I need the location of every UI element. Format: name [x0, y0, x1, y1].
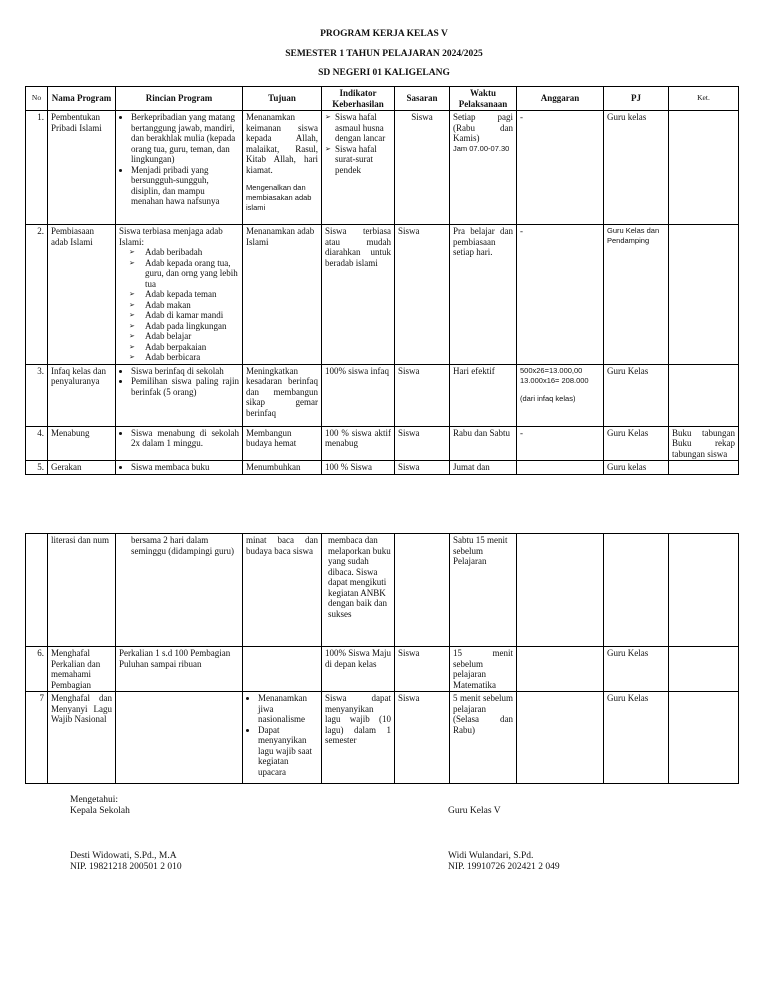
person-in-charge: Guru kelas: [604, 461, 669, 475]
indicator-item: ➢ Siswa hafal asmaul husna dengan lancar: [325, 112, 391, 144]
schedule: 5 menit sebelum pelajaran (Selasa dan Rabu): [450, 692, 517, 784]
program-table-page1: [25, 86, 739, 475]
schedule-time: Jam 07.00-07.30: [453, 143, 510, 153]
detail-intro: Siswa terbiasa menjaga adab Islami:: [119, 226, 223, 247]
detail-item: ➢ Adab di kamar mandi: [129, 310, 239, 321]
person-in-charge: Guru Kelas: [604, 692, 669, 784]
person-in-charge: Guru Kelas: [604, 647, 669, 692]
remarks: [669, 225, 739, 365]
detail-item: • Menjadi pribadi yang bersungguh-sungguh, disiplin, dan mampu menahan hawa nafsunya: [131, 165, 239, 207]
col-header-waktu: Waktu Pelaksanaan: [450, 87, 517, 111]
budget: [517, 534, 604, 647]
program-name: Infaq kelas dan penyaluranya: [48, 364, 116, 426]
budget: [517, 692, 604, 784]
program-details: Perkalian 1 s.d 100 Pembagian Puluhan sampai ribuan: [116, 647, 243, 692]
remarks: [669, 364, 739, 426]
remarks: [669, 461, 739, 475]
success-indicator: [322, 111, 395, 225]
table-row: [26, 426, 739, 461]
schedule: Hari efektif: [450, 364, 517, 426]
row-number: 2.: [26, 225, 48, 365]
table-row: [26, 111, 739, 225]
table-row: [26, 364, 739, 426]
program-name: literasi dan num: [48, 534, 116, 647]
detail-item: ➢ Adab kepada teman: [129, 289, 239, 300]
row-number: 7: [26, 692, 48, 784]
detail-item: ➢ Adab pada lingkungan: [129, 321, 239, 332]
program-goal: [243, 692, 322, 784]
col-header-ket: Ket.: [669, 87, 739, 111]
teacher-name: Widi Wulandari, S.Pd.: [448, 851, 534, 861]
detail-item: • Berkepribadian yang matang bertanggung jawab, mandiri, dan berakhlak mulia (kepada orang tua, guru, teman, dan lingkungan): [131, 112, 239, 165]
col-header-indikator: Indikator Keberhasilan: [322, 87, 395, 111]
document-title: PROGRAM KERJA KELAS V: [320, 29, 448, 39]
budget: -: [517, 225, 604, 365]
signature-left: [70, 795, 130, 817]
program-details: [116, 692, 243, 784]
program-name: Gerakan: [48, 461, 116, 475]
program-goal: Menumbuhkan: [243, 461, 322, 475]
row-number: 4.: [26, 426, 48, 461]
col-header-pj: PJ: [604, 87, 669, 111]
row-number: [26, 534, 48, 647]
target: Siswa: [395, 364, 450, 426]
principal-name: Desti Widowati, S.Pd., M.A: [70, 851, 177, 861]
col-header-tujuan: Tujuan: [243, 87, 322, 111]
program-details: [116, 225, 243, 365]
schedule: 15 menit sebelum pelajaran Matematika: [450, 647, 517, 692]
program-goal: Menanamkan adab Islami: [243, 225, 322, 365]
detail-item: ➢ Adab kepada orang tua, guru, dan orng yang lebih tua: [129, 258, 239, 290]
program-details: [116, 534, 243, 647]
acknowledged-label: Mengetahui:: [70, 795, 119, 805]
budget: -: [517, 426, 604, 461]
principal-title: Kepala Sekolah: [70, 806, 130, 816]
success-indicator: Siswa terbiasa atau mudah diarahkan untuk beradab islami: [322, 225, 395, 365]
schedule: Rabu dan Sabtu: [450, 426, 517, 461]
success-indicator: Siswa dapat menyanyikan lagu wajib (10 lagu) dalam 1 semester: [322, 692, 395, 784]
row-number: 5.: [26, 461, 48, 475]
budget: [517, 364, 604, 426]
table-row: [26, 692, 739, 784]
target: Siswa: [395, 426, 450, 461]
col-header-anggaran: Anggaran: [517, 87, 604, 111]
program-details: [116, 364, 243, 426]
target: [395, 534, 450, 647]
detail-item: ➢ Adab berpakaian: [129, 342, 239, 353]
col-header-sasaran: Sasaran: [395, 87, 450, 111]
detail-item: bersama 2 hari dalam seminggu (didampingi guru): [131, 535, 234, 556]
row-number: 6.: [26, 647, 48, 692]
person-in-charge: Guru Kelas: [604, 426, 669, 461]
detail-item: • Siswa berinfaq di sekolah: [131, 366, 239, 377]
principal-nip: NIP. 19821218 200501 2 010: [70, 862, 182, 872]
col-header-no: No: [26, 87, 48, 111]
detail-item: • Siswa menabung di sekolah 2x dalam 1 minggu.: [131, 428, 239, 449]
detail-item: ➢ Adab belajar: [129, 331, 239, 342]
table-header-row: [26, 87, 739, 111]
document-school: SD NEGERI 01 KALIGELANG: [318, 68, 450, 78]
program-details: [116, 111, 243, 225]
remarks: [669, 647, 739, 692]
schedule: Jumat dan: [450, 461, 517, 475]
person-in-charge: [604, 534, 669, 647]
target: Siswa: [395, 692, 450, 784]
success-indicator: 100 % Siswa: [322, 461, 395, 475]
target: Siswa: [395, 225, 450, 365]
remarks: [669, 692, 739, 784]
program-goal: [243, 647, 322, 692]
target: Siswa: [395, 647, 450, 692]
remarks: Buku tabungan Buku rekap tabungan siswa: [669, 426, 739, 461]
person-in-charge: Guru Kelas dan Pendamping: [604, 225, 669, 365]
remarks: [669, 111, 739, 225]
col-header-nama: Nama Program: [48, 87, 116, 111]
col-header-rincian: Rincian Program: [116, 87, 243, 111]
person-in-charge: Guru kelas: [604, 111, 669, 225]
program-name: Pembentukan Pribadi Islami: [48, 111, 116, 225]
row-number: 3.: [26, 364, 48, 426]
person-in-charge: Guru Kelas: [604, 364, 669, 426]
table-row: [26, 534, 739, 647]
goal-item: • Dapat menyanyikan lagu wajib saat kegiatan upacara: [258, 725, 318, 778]
program-table-page2: [25, 533, 739, 784]
program-details: [116, 461, 243, 475]
budget: [517, 647, 604, 692]
program-name: Menghafal Perkalian dan memahami Pembagian: [48, 647, 116, 692]
table-row: [26, 461, 739, 475]
target: Siswa: [395, 461, 450, 475]
teacher-nip: NIP. 19910726 202421 2 049: [448, 862, 560, 872]
goal-item: • Menanamkan jiwa nasionalisme: [258, 693, 318, 725]
detail-item: ➢ Adab berbicara: [129, 352, 239, 363]
program-goal: Meningkatkan kesadaran berinfaq dan membangun sikap gemar berinfaq: [243, 364, 322, 426]
detail-item: ➢ Adab makan: [129, 300, 239, 311]
teacher-signature: [448, 851, 560, 873]
budget-note: (dari infaq kelas): [520, 393, 576, 403]
detail-item: • Siswa membaca buku: [131, 462, 239, 473]
schedule-text: Setiap pagi (Rabu dan Kamis): [453, 112, 513, 143]
row-number: 1.: [26, 111, 48, 225]
program-details: [116, 426, 243, 461]
program-goal: [243, 111, 322, 225]
success-indicator: 100% Siswa Maju di depan kelas: [322, 647, 395, 692]
table-row: [26, 647, 739, 692]
goal-text: Menanamkan keimanan siswa kepada Allah, malaikat, Rasul, Kitab Allah, hari kiamat.: [246, 112, 318, 175]
budget: -: [517, 111, 604, 225]
schedule: Pra belajar dan pembiasaan setiap hari.: [450, 225, 517, 365]
schedule: [450, 111, 517, 225]
goal-text: Mengenalkan dan membiasakan adab islami: [246, 183, 312, 212]
indicator-item: ➢ Siswa hafal surat-surat pendek: [325, 144, 391, 176]
success-indicator: 100 % siswa aktif menabug: [322, 426, 395, 461]
program-goal: minat baca dan budaya baca siswa: [243, 534, 322, 647]
program-name: Menghafal dan Menyanyi Lagu Wajib Nasional: [48, 692, 116, 784]
table-row: [26, 225, 739, 365]
program-name: Pembiasaan adab Islami: [48, 225, 116, 365]
program-name: Menabung: [48, 426, 116, 461]
detail-item: • Pemilihan siswa paling rajin berinfak (5 orang): [131, 376, 239, 397]
document-semester: SEMESTER 1 TAHUN PELAJARAN 2024/2025: [285, 49, 483, 59]
teacher-title: Guru Kelas V: [448, 806, 501, 816]
remarks: [669, 534, 739, 647]
principal-signature: [70, 851, 182, 873]
success-indicator: 100% siswa infaq: [322, 364, 395, 426]
detail-item: ➢ Adab beribadah: [129, 247, 239, 258]
success-indicator: membaca dan melaporkan buku yang sudah dibaca. Siswa dapat mengikuti kegiatan ANBK dengan baik dan sukses: [322, 534, 395, 647]
target: Siswa: [395, 111, 450, 225]
budget-line: 500x26=13.000,00: [520, 365, 583, 375]
budget: [517, 461, 604, 475]
budget-line: 13.000x16= 208.000: [520, 375, 589, 385]
program-goal: Membangun budaya hemat: [243, 426, 322, 461]
schedule: Sabtu 15 menit sebelum Pelajaran: [450, 534, 517, 647]
